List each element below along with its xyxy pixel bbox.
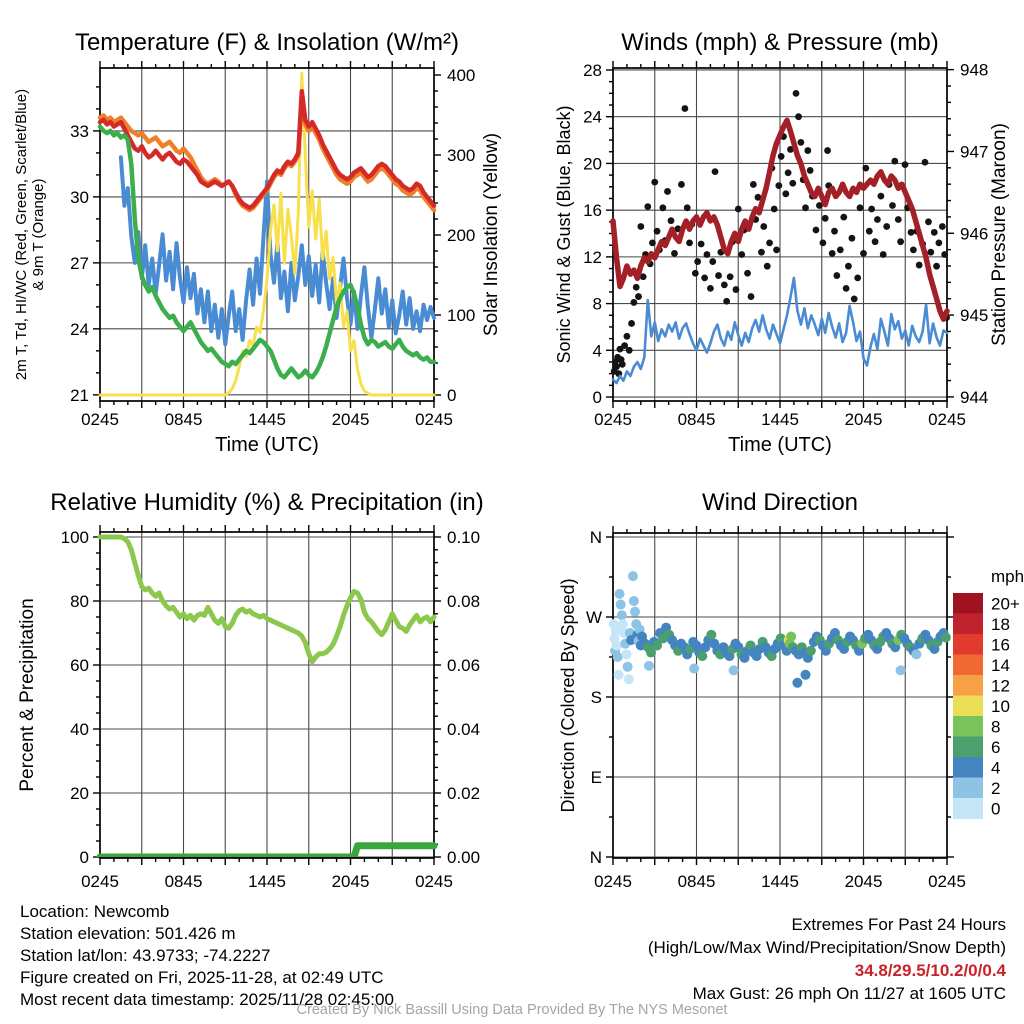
svg-text:0: 0 <box>79 848 89 868</box>
svg-text:20: 20 <box>70 784 89 804</box>
left-axis-label: Percent & Precipitation <box>17 598 38 792</box>
svg-text:12: 12 <box>583 247 602 267</box>
svg-text:21: 21 <box>70 385 89 405</box>
humidity-precip-chart <box>0 470 512 910</box>
svg-text:400: 400 <box>447 66 476 85</box>
svg-text:0245: 0245 <box>928 410 966 429</box>
svg-text:945: 945 <box>960 306 989 326</box>
gridlines <box>100 532 434 858</box>
chart-title: Temperature (F) & Insolation (W/m²) <box>74 29 460 56</box>
svg-text:0245: 0245 <box>415 410 453 429</box>
right-axis-label: Solar Insolation (Yellow) <box>481 132 502 337</box>
svg-text:40: 40 <box>70 720 89 740</box>
svg-text:1445: 1445 <box>248 872 286 891</box>
svg-text:30: 30 <box>70 187 89 207</box>
timestamp-line: Most recent data timestamp: 2025/11/28 02:45:00 <box>20 990 394 1009</box>
svg-text:947: 947 <box>960 142 989 162</box>
location-line: Location: Newcomb <box>20 902 170 921</box>
svg-text:0245: 0245 <box>81 410 119 429</box>
svg-text:300: 300 <box>447 146 476 165</box>
svg-text:28: 28 <box>583 60 602 80</box>
wind-direction-chart <box>512 470 1024 910</box>
winds-pressure-chart <box>512 0 1024 470</box>
svg-text:946: 946 <box>960 224 989 244</box>
svg-text:24: 24 <box>583 107 602 127</box>
svg-text:1445: 1445 <box>761 872 799 891</box>
svg-text:0245: 0245 <box>594 872 632 891</box>
gridlines <box>613 68 947 401</box>
svg-text:27: 27 <box>70 253 89 273</box>
svg-text:14: 14 <box>991 655 1010 675</box>
svg-text:0: 0 <box>447 386 457 405</box>
svg-text:10: 10 <box>991 696 1010 716</box>
svg-text:E: E <box>590 768 602 787</box>
left-axis-label: Sonic Wind & Gust (Blue, Black) <box>554 105 574 364</box>
svg-text:200: 200 <box>447 226 476 245</box>
credit-line: Created By Nick Bassill Using Data Provided By The NYS Mesonet <box>296 1002 728 1018</box>
extremes-values: 34.8/29.5/10.2/0/0.4 <box>854 961 1006 980</box>
svg-text:100: 100 <box>447 306 476 325</box>
tick-labels <box>61 528 480 891</box>
svg-text:0: 0 <box>592 388 602 408</box>
svg-text:6: 6 <box>991 737 1001 757</box>
chart-title: Relative Humidity (%) & Precipitation (in) <box>50 489 484 516</box>
extremes-subtitle: (High/Low/Max Wind/Precipitation/Snow Depth) <box>647 938 1006 957</box>
svg-text:0.08: 0.08 <box>447 591 481 611</box>
right-axis-label: Station Pressure (Maroon) <box>989 123 1010 346</box>
svg-text:20+: 20+ <box>991 594 1020 614</box>
svg-text:8: 8 <box>592 294 602 314</box>
svg-text:0245: 0245 <box>415 872 453 891</box>
svg-text:18: 18 <box>991 614 1010 634</box>
svg-text:24: 24 <box>70 319 89 339</box>
svg-text:0845: 0845 <box>677 410 716 429</box>
svg-text:20: 20 <box>583 154 602 174</box>
svg-text:0845: 0845 <box>164 872 203 891</box>
latlon-line: Station lat/lon: 43.9733; -74.2227 <box>20 946 271 965</box>
svg-text:0: 0 <box>991 799 1001 819</box>
chart-title: Wind Direction <box>701 489 859 516</box>
created-line: Figure created on Fri, 2025-11-28, at 02:49 UTC <box>20 968 384 987</box>
left-axis-label: 2m T, Td, HI/WC (Red, Green, Scarlet/Blue)& 9m T (Orange) <box>12 88 47 381</box>
svg-text:1445: 1445 <box>761 410 799 429</box>
svg-text:948: 948 <box>960 60 989 80</box>
svg-text:100: 100 <box>60 527 89 547</box>
elevation-line: Station elevation: 501.426 m <box>20 924 236 943</box>
left-axis-label: Direction (Colored By Speed) <box>558 578 578 813</box>
gridlines <box>100 68 434 401</box>
svg-text:0245: 0245 <box>81 872 119 891</box>
svg-text:N: N <box>589 528 602 547</box>
x-axis-label: Time (UTC) <box>728 434 832 456</box>
svg-text:S: S <box>590 688 602 707</box>
svg-text:0.10: 0.10 <box>447 527 481 547</box>
gridlines <box>613 533 947 858</box>
svg-text:2: 2 <box>991 778 1001 798</box>
svg-text:2045: 2045 <box>844 410 883 429</box>
svg-text:2045: 2045 <box>331 872 370 891</box>
svg-text:0245: 0245 <box>594 410 632 429</box>
svg-text:8: 8 <box>991 717 1001 737</box>
x-axis-label: Time (UTC) <box>215 434 319 456</box>
svg-text:0845: 0845 <box>164 410 203 429</box>
station-info <box>20 901 394 1011</box>
max-gust-line: Max Gust: 26 mph On 11/27 at 1605 UTC <box>692 984 1006 1003</box>
svg-text:0845: 0845 <box>677 872 716 891</box>
svg-text:0.00: 0.00 <box>447 848 481 868</box>
temperature-insolation-chart <box>0 0 512 470</box>
svg-text:60: 60 <box>70 655 89 675</box>
svg-text:80: 80 <box>70 591 89 611</box>
svg-text:16: 16 <box>583 201 602 221</box>
tick-labels <box>586 528 966 891</box>
svg-text:0.06: 0.06 <box>447 655 481 675</box>
svg-text:N: N <box>589 848 602 867</box>
speed-legend <box>953 567 1024 819</box>
tick-labels <box>583 61 988 429</box>
svg-text:0.04: 0.04 <box>447 720 481 740</box>
svg-text:0245: 0245 <box>928 872 966 891</box>
svg-text:12: 12 <box>991 676 1010 696</box>
chart-title: Winds (mph) & Pressure (mb) <box>621 29 939 56</box>
legend-title: mph <box>991 567 1024 586</box>
svg-text:0.02: 0.02 <box>447 784 481 804</box>
extremes-title: Extremes For Past 24 Hours <box>791 915 1006 934</box>
svg-text:33: 33 <box>70 121 89 141</box>
svg-text:16: 16 <box>991 635 1010 655</box>
svg-text:W: W <box>585 608 602 627</box>
svg-text:944: 944 <box>960 387 989 407</box>
svg-text:4: 4 <box>592 341 602 361</box>
svg-text:1445: 1445 <box>248 410 286 429</box>
extremes-info <box>648 913 1006 1005</box>
svg-text:2045: 2045 <box>331 410 370 429</box>
svg-text:2045: 2045 <box>844 872 883 891</box>
svg-text:4: 4 <box>991 758 1001 778</box>
